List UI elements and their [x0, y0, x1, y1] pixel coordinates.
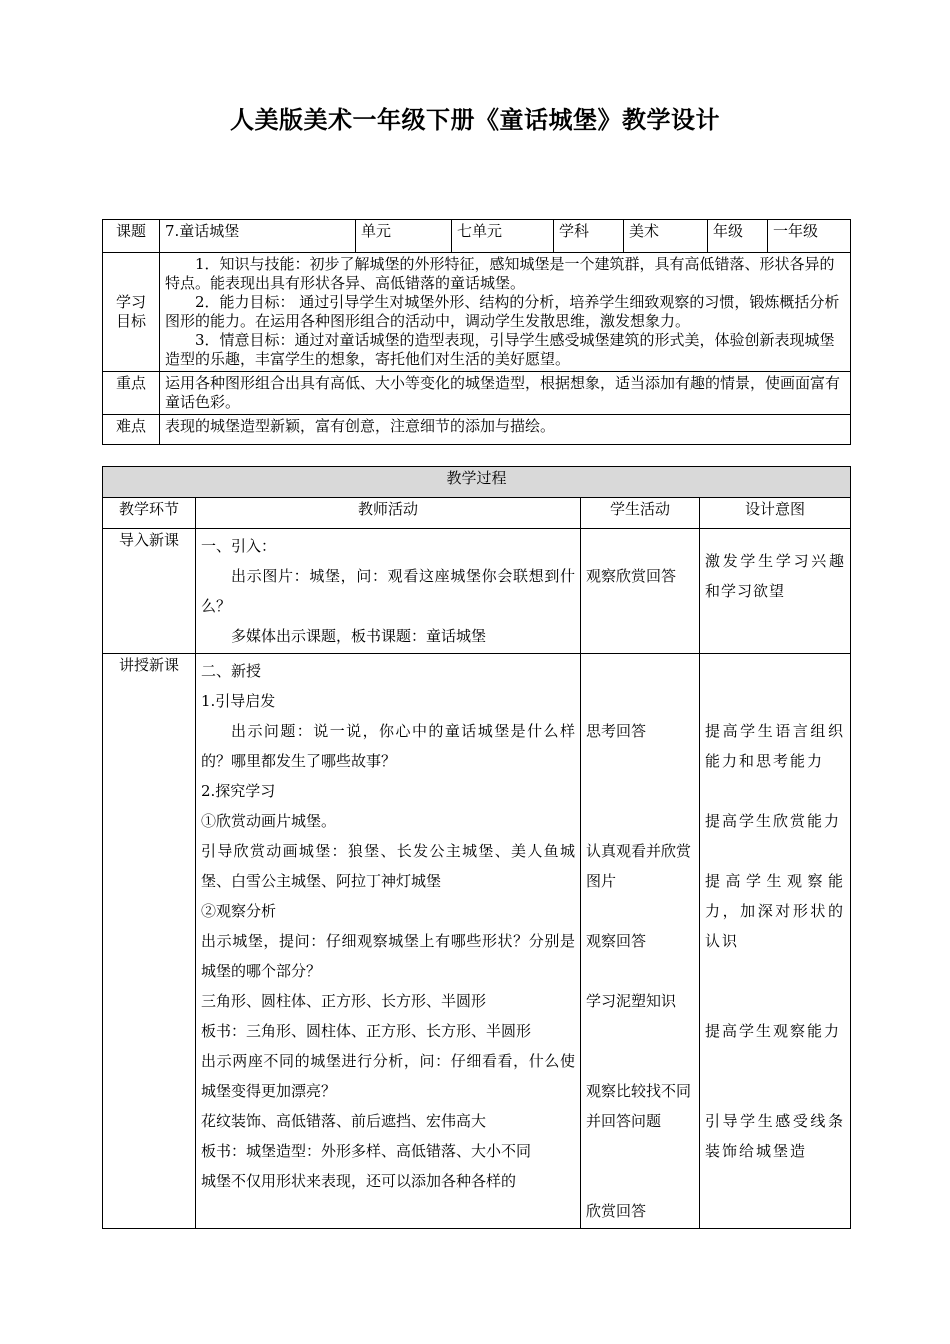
difficulty-label: 难点 — [103, 415, 160, 445]
intent-text: 提高学生观察能力 — [705, 1022, 842, 1040]
topic-label: 课题 — [103, 220, 160, 253]
teacher-text: ②观察分析 — [201, 902, 277, 920]
student-text: 观察回答 — [586, 932, 647, 950]
column-header: 教师活动 — [196, 498, 581, 529]
unit-value: 七单元 — [452, 220, 554, 253]
teacher-text: 板书：三角形、圆柱体、正方形、长方形、半圆形 — [201, 1022, 532, 1040]
intent-text: 提高学生语言组织能力和思考能力 — [705, 722, 846, 770]
difficulty-value: 表现的城堡造型新颖，富有创意，注意细节的添加与描绘。 — [160, 415, 851, 445]
teacher-text: 城堡不仅用形状来表现，还可以添加各种各样的 — [201, 1172, 517, 1190]
student-text: 思考回答 — [586, 722, 647, 740]
intent-text: 引导学生感受线条装饰给城堡造 — [705, 1112, 846, 1160]
teacher-activity-intro — [196, 529, 581, 654]
teacher-text: 出示城堡，提问：仔细观察城堡上有哪些形状？分别是城堡的哪个部分？ — [201, 932, 575, 980]
intent-text: 提高学生欣赏能力 — [705, 812, 842, 830]
teacher-activity-new — [196, 654, 581, 1229]
key-label: 重点 — [103, 372, 160, 415]
subject-label: 学科 — [554, 220, 624, 253]
topic-value: 7.童话城堡 — [160, 220, 356, 253]
page-title: 人美版美术一年级下册《童话城堡》教学设计 — [230, 106, 720, 134]
intent-intro — [700, 529, 851, 654]
teacher-text: 引导欣赏动画城堡：狼堡、长发公主城堡、美人鱼城堡、白雪公主城堡、阿拉丁神灯城堡 — [201, 842, 575, 890]
stage-new: 讲授新课 — [103, 654, 196, 1229]
process-table — [102, 466, 851, 1229]
subject-value: 美术 — [624, 220, 708, 253]
goals-label — [103, 253, 160, 372]
info-table — [102, 219, 851, 445]
table-row — [103, 654, 851, 1229]
table-row — [103, 529, 851, 654]
column-header: 设计意图 — [700, 498, 851, 529]
teacher-text: 多媒体出示课题，板书课题：童话城堡 — [231, 627, 487, 645]
goals-label-line2: 目标 — [115, 312, 146, 330]
teacher-text: 出示两座不同的城堡进行分析，问：仔细看看，什么使城堡变得更加漂亮？ — [201, 1052, 575, 1100]
goals-value — [160, 253, 851, 372]
student-text: 学习泥塑知识 — [586, 992, 677, 1010]
teacher-text: 一、引入： — [201, 537, 277, 555]
info-row-key — [103, 372, 851, 415]
teacher-text: 1.引导启发 — [201, 692, 276, 710]
goal-2: 2．能力目标： 通过引导学生对城堡外形、结构的分析，培养学生细致观察的习惯，锻炼概括分析图形的能力。在运用各种图形组合的活动中，调动学生发散思维，激发想象力。 — [165, 293, 840, 330]
teacher-text: 花纹装饰、高低错落、前后遮挡、宏伟高大 — [201, 1112, 487, 1130]
unit-label: 单元 — [356, 220, 452, 253]
student-activity-intro — [581, 529, 700, 654]
goal-1: 1．知识与技能：初步了解城堡的外形特征，感知城堡是一个建筑群，具有高低错落、形状各异的特点。能表现出具有形状各异、高低错落的童话城堡。 — [165, 255, 835, 292]
teacher-text: 2.探究学习 — [201, 782, 276, 800]
teacher-text: 板书：城堡造型：外形多样、高低错落、大小不同 — [201, 1142, 532, 1160]
info-row-goals — [103, 253, 851, 372]
student-activity-new — [581, 654, 700, 1229]
teacher-text: 二、新授 — [201, 662, 262, 680]
teacher-text: 出示图片：城堡，问：观看这座城堡你会联想到什么？ — [201, 567, 575, 615]
teacher-text: 出示问题：说一说，你心中的童话城堡是什么样的？哪里都发生了哪些故事？ — [201, 722, 575, 770]
key-value: 运用各种图形组合出具有高低、大小等变化的城堡造型，根据想象，适当添加有趣的情景，使画面富有童话色彩。 — [160, 372, 851, 415]
goals-label-line1: 学习 — [115, 293, 146, 311]
student-text: 欣赏回答 — [586, 1202, 647, 1220]
process-header-row — [103, 467, 851, 498]
stage-intro: 导入新课 — [103, 529, 196, 654]
teacher-text: ①欣赏动画片城堡。 — [201, 812, 337, 830]
teacher-text: 三角形、圆柱体、正方形、长方形、半圆形 — [201, 992, 487, 1010]
intent-text: 激发学生学习兴趣和学习欲望 — [705, 552, 846, 600]
intent-text: 提高学生观察能力，加深对形状的认识 — [705, 872, 846, 950]
grade-value: 一年级 — [768, 220, 851, 253]
intent-new — [700, 654, 851, 1229]
column-header: 教学环节 — [103, 498, 196, 529]
student-text: 认真观看并欣赏图片 — [586, 842, 692, 890]
goal-3: 3．情意目标：通过对童话城堡的造型表现，引导学生感受城堡建筑的形式美，体验创新表现城堡造型的乐趣，丰富学生的想象，寄托他们对生活的美好愿望。 — [165, 331, 835, 368]
student-text: 观察欣赏回答 — [586, 567, 677, 585]
column-header: 学生活动 — [581, 498, 700, 529]
grade-label: 年级 — [708, 220, 768, 253]
process-header: 教学过程 — [103, 467, 851, 498]
student-text: 观察比较找不同并回答问题 — [586, 1082, 692, 1130]
info-row-topic — [103, 220, 851, 253]
info-row-difficulty — [103, 415, 851, 445]
process-column-headers — [103, 498, 851, 529]
